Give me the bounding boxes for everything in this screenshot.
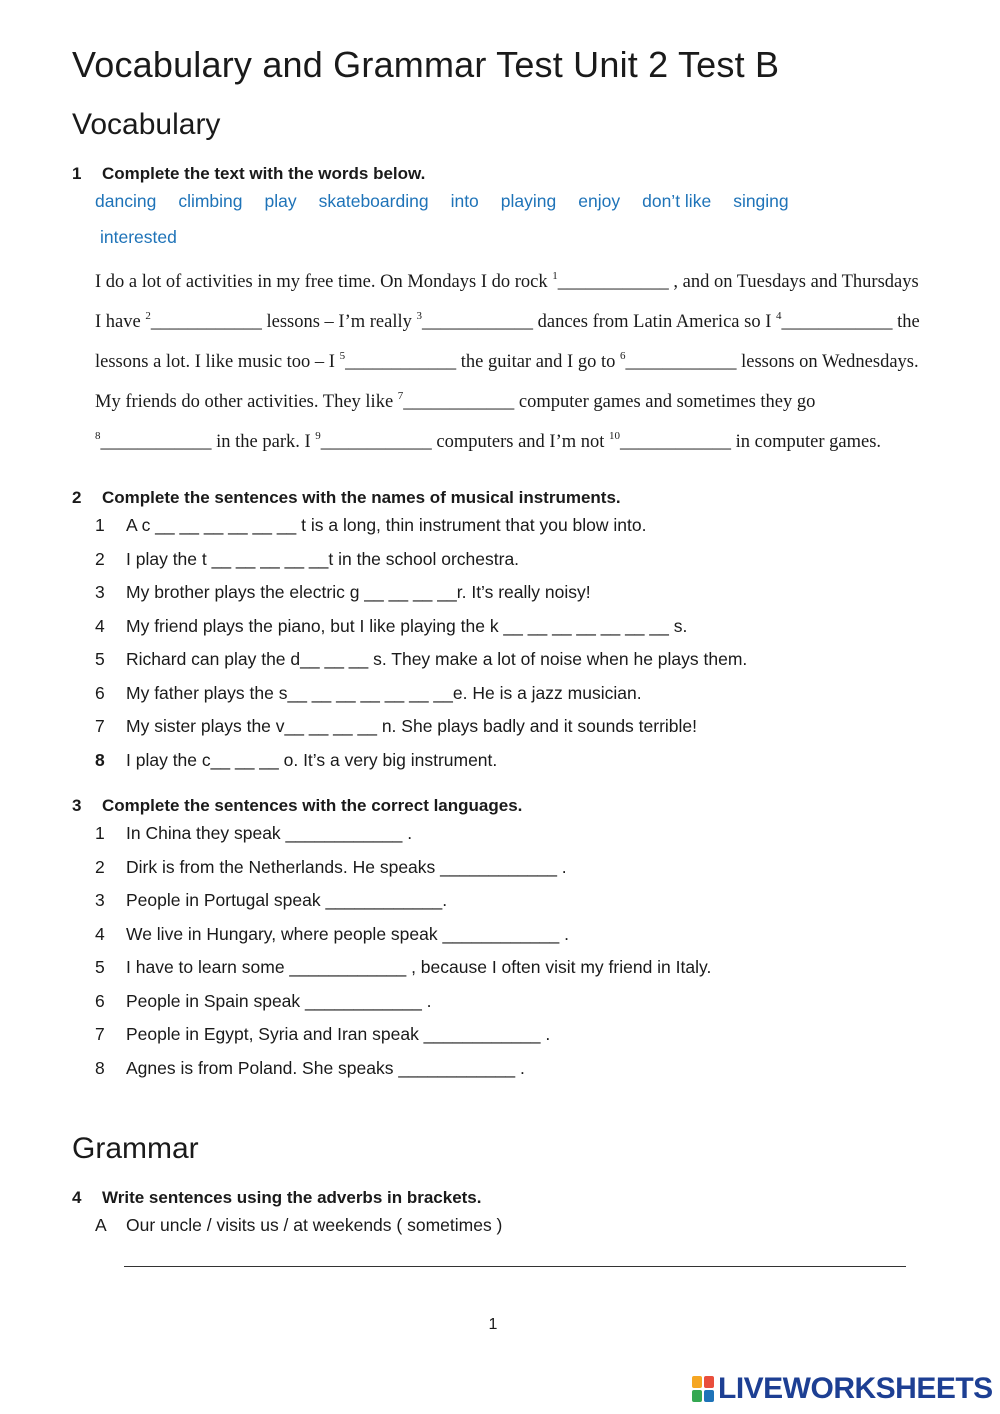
logo-square <box>692 1376 702 1388</box>
item-text: People in Portugal speak ____________. <box>126 890 448 910</box>
word-bank-word: play <box>264 191 297 211</box>
paragraph-text: ____________ lessons on Wednesdays. My friends do other activities. They like <box>95 352 919 413</box>
item-text: Our uncle / visits us / at weekends ( sometimes ) <box>126 1215 503 1235</box>
paragraph-text: ____________ , and on Tuesdays and Thursdays I have <box>95 272 919 333</box>
liveworksheets-logo <box>692 1372 993 1406</box>
exercise-4-instruction <box>72 1188 482 1208</box>
gap-fill-paragraph <box>95 260 925 460</box>
item-number: 5 <box>95 649 105 669</box>
word-bank-word: dancing <box>95 191 157 211</box>
word-bank-row <box>100 227 199 248</box>
item-text: I play the c__ __ __ o. It’s a very big instrument. <box>126 749 498 770</box>
word-bank-word: enjoy <box>578 191 621 211</box>
paragraph-text: ____________ in computer games. <box>620 431 882 452</box>
paragraph-text: ____________ lessons – I’m really <box>150 312 417 333</box>
item-number: 4 <box>95 615 105 636</box>
instruction-text: Complete the sentences with the names of musical instruments. <box>102 488 621 507</box>
exercise-item <box>95 890 447 911</box>
instruction-text: Write sentences using the adverbs in brackets. <box>102 1188 482 1207</box>
gap-number: 3 <box>416 309 422 322</box>
item-number: A <box>95 1215 107 1235</box>
item-text: People in Spain speak ____________ . <box>126 990 432 1011</box>
item-text: My father plays the s__ __ __ __ __ __ __e. He is a jazz musician. <box>126 682 642 703</box>
gap-number: 7 <box>397 389 404 402</box>
item-number: 8 <box>95 1057 105 1078</box>
exercise-item <box>95 1024 550 1045</box>
item-text: I play the t __ __ __ __ __t in the school orchestra. <box>126 548 520 569</box>
word-bank-word: climbing <box>178 191 243 211</box>
instruction-text: Complete the sentences with the correct languages. <box>102 796 523 815</box>
word-bank-word: interested <box>100 227 177 247</box>
exercise-item <box>95 857 567 878</box>
exercise-number: 3 <box>72 796 82 815</box>
exercise-item <box>95 1058 525 1079</box>
logo-text: LIVEWORKSHEETS <box>718 1372 993 1405</box>
paragraph-text: ____________ computer games and sometimes they go <box>403 392 816 413</box>
item-text: My sister plays the v__ __ __ __ n. She plays badly and it sounds terrible! <box>126 716 698 736</box>
word-bank-word: don’t like <box>642 191 712 211</box>
gap-number: 4 <box>775 309 782 322</box>
exercise-item <box>95 649 747 670</box>
exercise-item <box>95 716 697 737</box>
item-number: 3 <box>95 890 105 910</box>
item-text: Dirk is from the Netherlands. He speaks ____________ . <box>126 856 567 877</box>
item-number: 8 <box>95 749 105 770</box>
exercise-number: 4 <box>72 1188 82 1207</box>
exercise-item <box>95 750 497 771</box>
exercise-item <box>95 1215 502 1236</box>
gap-number: 6 <box>619 349 626 362</box>
item-number: 2 <box>95 856 105 877</box>
item-text: In China they speak ____________ . <box>126 823 413 843</box>
item-number: 3 <box>95 582 105 602</box>
logo-square <box>692 1390 702 1402</box>
gap-number: 10 <box>609 429 621 442</box>
item-text: Richard can play the d__ __ __ s. They make a lot of noise when he plays them. <box>126 649 748 669</box>
exercise-number: 2 <box>72 488 82 507</box>
exercise-2-instruction <box>72 488 621 508</box>
item-text: We live in Hungary, where people speak ____________ . <box>126 923 569 944</box>
logo-square <box>704 1390 714 1402</box>
item-text: People in Egypt, Syria and Iran speak ____________ . <box>126 1024 551 1044</box>
logo-square <box>704 1376 714 1388</box>
paragraph-text: ____________ computers and I’m not <box>320 431 610 452</box>
word-bank <box>95 191 915 247</box>
item-number: 6 <box>95 682 105 703</box>
page-title: Vocabulary and Grammar Test Unit 2 Test B <box>72 44 780 85</box>
answer-line[interactable] <box>124 1266 906 1267</box>
section-heading-grammar: Grammar <box>72 1132 199 1165</box>
word-bank-row <box>95 191 915 212</box>
section-heading-vocabulary: Vocabulary <box>72 108 221 141</box>
paragraph-text: ____________ in the park. I <box>100 431 316 452</box>
word-bank-word: singing <box>733 191 789 211</box>
exercise-item <box>95 549 519 570</box>
paragraph-text: ____________ the guitar and I go to <box>345 352 620 373</box>
gap-number: 9 <box>315 429 321 442</box>
item-number: 1 <box>95 515 105 535</box>
exercise-item <box>95 957 711 978</box>
exercise-item <box>95 823 412 844</box>
item-number: 4 <box>95 923 105 944</box>
paragraph-text: ____________ dances from Latin America so I <box>422 312 776 333</box>
exercise-item <box>95 616 687 637</box>
logo-icon <box>692 1376 714 1402</box>
item-number: 6 <box>95 990 105 1011</box>
gap-number: 2 <box>145 309 151 322</box>
word-bank-word: skateboarding <box>318 191 429 211</box>
gap-number: 8 <box>95 429 101 442</box>
item-text: I have to learn some ____________ , because I often visit my friend in Italy. <box>126 957 712 977</box>
exercise-3-instruction <box>72 796 522 816</box>
item-text: Agnes is from Poland. She speaks ____________ . <box>126 1057 525 1078</box>
item-text: My friend plays the piano, but I like playing the k __ __ __ __ __ __ __ s. <box>126 615 688 636</box>
exercise-item <box>95 991 432 1012</box>
exercise-item <box>95 924 569 945</box>
word-bank-word: into <box>450 191 479 211</box>
paragraph-text: ____________ the lessons a lot. I like music too – I <box>95 312 920 373</box>
item-number: 2 <box>95 548 105 569</box>
item-number: 1 <box>95 823 105 843</box>
exercise-1-instruction <box>72 164 425 184</box>
item-number: 5 <box>95 957 105 977</box>
page-number: 1 <box>488 1316 498 1333</box>
item-text: A c __ __ __ __ __ __ t is a long, thin instrument that you blow into. <box>126 515 647 535</box>
item-number: 7 <box>95 716 105 736</box>
paragraph-text: I do a lot of activities in my free time. On Mondays I do rock <box>95 272 553 293</box>
item-text: My brother plays the electric g __ __ __ __r. It’s really noisy! <box>126 582 591 602</box>
gap-number: 1 <box>552 270 558 282</box>
item-number: 7 <box>95 1024 105 1044</box>
gap-number: 5 <box>339 349 346 362</box>
word-bank-word: playing <box>500 191 557 211</box>
exercise-item <box>95 515 646 536</box>
instruction-text: Complete the text with the words below. <box>102 164 426 183</box>
exercise-item <box>95 683 642 704</box>
exercise-item <box>95 582 591 603</box>
exercise-number: 1 <box>72 164 82 183</box>
